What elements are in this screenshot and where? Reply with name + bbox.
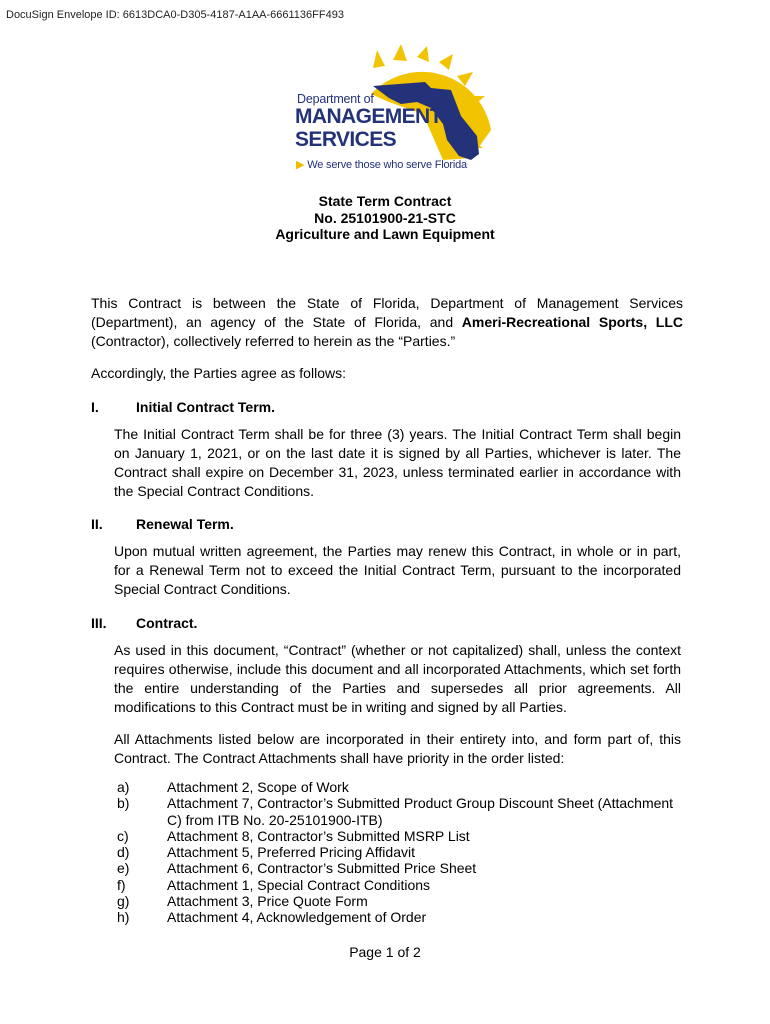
logo-line-management: MANAGEMENT <box>295 105 442 128</box>
title-line-2: No. 25101900-21-STC <box>314 210 456 226</box>
intro-text-end: (Contractor), collectively referred to herein as the “Parties.” <box>91 333 456 349</box>
contractor-name: Ameri-Recreational Sports, LLC <box>461 314 683 330</box>
title-line-3: Agriculture and Lawn Equipment <box>275 226 495 242</box>
item-text: Attachment 8, Contractor’s Submitted MSRP List <box>167 827 470 844</box>
section-3-body: As used in this document, “Contract” (whether or not capitalized) shall, unless the context requires otherwise, include this document and all incorporated Attachments, which set forth the entire understanding of the Parties and supersedes all prior agreements. All modifications to this Contract must be in writing and signed by all Parties. <box>114 642 681 715</box>
list-item <box>117 779 677 795</box>
list-item <box>117 893 677 909</box>
item-text: Attachment 4, Acknowledgement of Order <box>167 909 427 926</box>
list-item <box>117 795 677 828</box>
section-title: Renewal Term. <box>136 516 234 532</box>
section-number: I. <box>91 399 99 415</box>
intro-text: This Contract is between the State of Florida, Department of Management Services (Department), an agency of the State of Florida, and <box>91 295 683 330</box>
title-line-1: State Term Contract <box>318 193 452 209</box>
attachment-list <box>117 779 677 926</box>
section-heading-3 <box>91 615 197 631</box>
page-number: Page 1 of 2 <box>349 944 421 960</box>
item-label: e) <box>117 860 130 877</box>
item-text: Attachment 2, Scope of Work <box>167 779 349 795</box>
section-2-body: Upon mutual written agreement, the Parties may renew this Contract, in whole or in part, for a Renewal Term not to exceed the Initial Contract Term, pursuant to the incorporated Special Contract Conditions. <box>114 543 681 597</box>
section-number: II. <box>91 516 103 532</box>
logo-line-department: Department of <box>297 92 374 106</box>
section-number: III. <box>91 615 107 631</box>
section-title: Contract. <box>136 615 198 631</box>
item-text: Attachment 6, Contractor’s Submitted Price Sheet <box>167 860 477 877</box>
item-label: g) <box>117 893 130 910</box>
item-text: Attachment 3, Price Quote Form <box>167 893 368 910</box>
item-label: a) <box>117 779 130 795</box>
item-label: c) <box>117 827 129 844</box>
intro-paragraph <box>91 294 683 351</box>
dms-logo <box>293 44 508 174</box>
list-item <box>117 860 677 876</box>
agree-paragraph: Accordingly, the Parties agree as follows: <box>91 365 346 381</box>
section-1-body: The Initial Contract Term shall be for three (3) years. The Initial Contract Term shall begin on January 1, 2021, or on the last date it is signed by all Parties, whichever is later. The Contract shall expire on December 31, 2023, unless terminated earlier in accordance with the Special Contract Conditions. <box>114 426 681 499</box>
list-item <box>117 877 677 893</box>
logo-line-services: SERVICES <box>295 128 397 151</box>
item-label: h) <box>117 909 130 926</box>
play-arrow-icon: ▶ <box>296 159 305 171</box>
list-item <box>117 844 677 860</box>
tagline-text: We serve those who serve Florida <box>307 159 467 171</box>
section-3-body-2: All Attachments listed below are incorporated in their entirety into, and form part of, this Contract. The Contract Attachments shall have priority in the order listed: <box>114 731 681 766</box>
docusign-envelope-id: DocuSign Envelope ID: 6613DCA0-D305-4187-A1AA-6661136FF493 <box>6 9 344 21</box>
section-heading-1 <box>91 399 275 415</box>
item-text: Attachment 7, Contractor’s Submitted Product Group Discount Sheet (Attachment C) from ITB No. 20-25101900-ITB) <box>167 795 674 828</box>
section-title: Initial Contract Term. <box>136 399 275 415</box>
item-label: f) <box>117 876 126 893</box>
list-item <box>117 828 677 844</box>
item-label: d) <box>117 844 130 861</box>
logo-tagline <box>296 158 467 171</box>
item-label: b) <box>117 795 130 812</box>
item-text: Attachment 1, Special Contract Conditions <box>167 876 431 893</box>
section-heading-2 <box>91 516 234 532</box>
item-text: Attachment 5, Preferred Pricing Affidavit <box>167 844 415 861</box>
list-item <box>117 909 677 925</box>
